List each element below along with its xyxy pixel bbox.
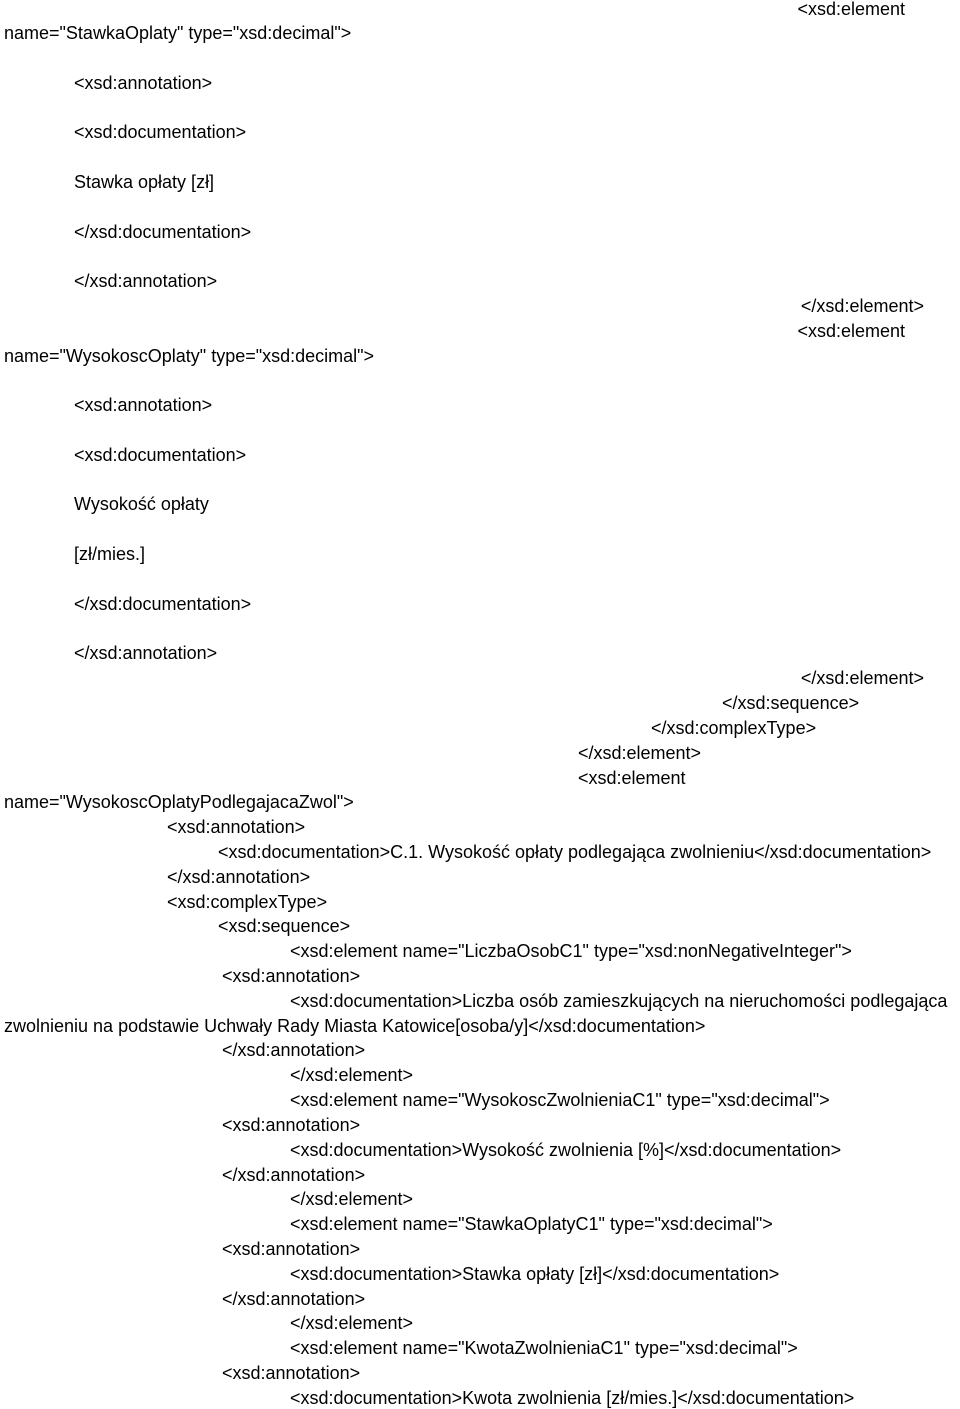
xml-line: </xsd:annotation>: [167, 867, 311, 887]
xml-line: <xsd:annotation>: [222, 966, 361, 986]
xml-line: </xsd:complexType>: [651, 718, 817, 738]
xml-line: <xsd:documentation>Wysokość zwolnienia [%]</xsd:documentation>: [290, 1140, 842, 1160]
xml-line: </xsd:element>: [800, 668, 924, 688]
xml-line: <xsd:documentation>Kwota zwolnienia [zł/mies.]</xsd:documentation>: [290, 1388, 855, 1408]
xml-line: </xsd:element>: [290, 1065, 414, 1085]
xml-line: </xsd:annotation>: [222, 1165, 366, 1185]
xml-line: </xsd:element>: [290, 1189, 414, 1209]
xml-line: <xsd:sequence>: [218, 916, 351, 936]
xml-line: <xsd:element: [797, 321, 905, 341]
xml-line: name="WysokoscOplaty" type="xsd:decimal">: [4, 346, 375, 366]
xml-line: <xsd:annotation>: [222, 1115, 361, 1135]
xml-line: </xsd:sequence>: [722, 693, 860, 713]
xml-line: <xsd:annotation>: [222, 1363, 361, 1383]
xml-line: Stawka opłaty [zł]: [74, 172, 215, 192]
xml-line: Wysokość opłaty: [74, 494, 209, 514]
xml-line: <xsd:documentation>Stawka opłaty [zł]</xsd:documentation>: [290, 1264, 780, 1284]
xml-line: <xsd:annotation>: [222, 1239, 361, 1259]
xml-line: <xsd:element: [797, 0, 905, 19]
xml-line: </xsd:annotation>: [222, 1289, 366, 1309]
xml-line: </xsd:annotation>: [74, 643, 218, 663]
xml-line: <xsd:annotation>: [167, 817, 306, 837]
xml-line: </xsd:element>: [578, 743, 702, 763]
xml-line: <xsd:complexType>: [167, 892, 328, 912]
xml-line: <xsd:element name="LiczbaOsobC1" type="xsd:nonNegativeInteger">: [290, 941, 852, 961]
xml-line: </xsd:element>: [800, 296, 924, 316]
xml-line: </xsd:element>: [290, 1313, 414, 1333]
xml-line: </xsd:annotation>: [74, 271, 218, 291]
xml-line: <xsd:documentation>Liczba osób zamieszkujących na nieruchomości podlegająca: [290, 991, 948, 1011]
xml-line: <xsd:documentation>: [74, 122, 247, 142]
xml-line: </xsd:documentation>: [74, 222, 252, 242]
xml-line: <xsd:annotation>: [74, 73, 213, 93]
xml-line: <xsd:element name="KwotaZwolnieniaC1" type="xsd:decimal">: [290, 1338, 798, 1358]
xml-line: <xsd:annotation>: [74, 395, 213, 415]
xml-line: name="StawkaOplaty" type="xsd:decimal">: [4, 23, 352, 43]
xml-line: [zł/mies.]: [74, 544, 146, 564]
xml-line: name="WysokoscOplatyPodlegajacaZwol">: [4, 792, 354, 812]
xml-line: <xsd:documentation>: [74, 445, 247, 465]
xml-line: </xsd:documentation>: [74, 594, 252, 614]
xml-line: <xsd:element name="WysokoscZwolnieniaC1" type="xsd:decimal">: [290, 1090, 830, 1110]
xml-line: <xsd:documentation>C.1. Wysokość opłaty podlegająca zwolnieniu</xsd:documentation>: [218, 842, 932, 862]
xml-line: </xsd:annotation>: [222, 1040, 366, 1060]
xml-line: <xsd:element: [578, 768, 686, 788]
xml-line: <xsd:element name="StawkaOplatyC1" type="xsd:decimal">: [290, 1214, 773, 1234]
xml-line: zwolnieniu na podstawie Uchwały Rady Miasta Katowice[osoba/y]</xsd:documentation>: [4, 1016, 706, 1036]
